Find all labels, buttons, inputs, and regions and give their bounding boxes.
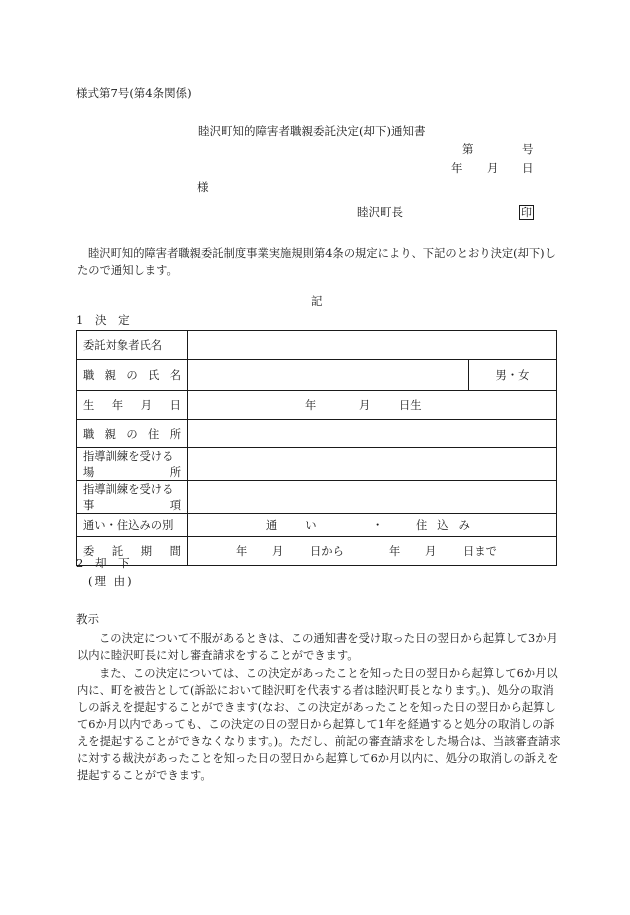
table-row <box>77 481 557 514</box>
decision-table <box>76 330 557 566</box>
label-training-items: 指導訓練を受ける 事 項 <box>77 481 188 514</box>
label-recipient-name: 委託対象者氏名 <box>77 331 188 360</box>
date-day: 日 <box>522 161 534 175</box>
period-end-month: 月 <box>425 545 437 558</box>
option-live-in[interactable]: 住込み <box>416 519 480 532</box>
section-2-heading: 2 却 下 <box>76 556 134 570</box>
field-employer-address[interactable] <box>188 420 557 448</box>
notice-paragraph-2: また、この決定については、この決定があったことを知った日の翌日から起算して6か月以内に、町を被告として(訴訟において睦沢町を代表する者は睦沢町長となります。)、処分の取消しの訴えを提起することができます(なお、この決定があったことを知った日の翌日から起算して6か月以内であっても、この決定の日の翌日から起算して1年を経過すると処分の取消しの訴えを提起することができなくなります。)。ただし、前記の審査請求をした場合は、当該審査請求に対する裁決があったことを知った日の翌日から起算して6か月以内に、処分の取消しの訴えを提起することができます。 <box>77 667 561 782</box>
date-month: 月 <box>487 161 499 175</box>
field-training-place[interactable] <box>188 448 557 481</box>
birth-year: 年 <box>305 399 317 412</box>
form-id: 様式第7号(第4条関係) <box>76 86 192 100</box>
label-employer-name: 職 親 の 氏 名 <box>77 360 188 391</box>
section-1-heading: 1 決 定 <box>76 313 134 327</box>
option-separator: ・ <box>372 519 384 532</box>
field-period[interactable] <box>188 537 557 566</box>
period-to: 日まで <box>463 545 497 558</box>
table-row <box>77 360 557 391</box>
commute-choice[interactable] <box>188 514 557 537</box>
period-start-month: 月 <box>272 545 284 558</box>
period-end-year: 年 <box>389 545 401 558</box>
field-recipient-name[interactable] <box>188 331 557 360</box>
date-year: 年 <box>451 161 463 175</box>
table-row <box>77 514 557 537</box>
addressee-sama: 様 <box>197 180 209 194</box>
field-birthdate[interactable] <box>188 391 557 420</box>
table-row <box>77 391 557 420</box>
number-go: 号 <box>522 142 534 156</box>
reason-label: (理 由) <box>88 574 134 588</box>
document-title: 睦沢町知的障害者職親委託決定(却下)通知書 <box>198 124 426 138</box>
label-training-place: 指導訓練を受ける 場 所 <box>77 448 188 481</box>
issuer-name: 睦沢町長 <box>357 205 403 219</box>
table-row <box>77 331 557 360</box>
table-row <box>77 537 557 566</box>
table-row <box>77 448 557 481</box>
notice-heading: 教示 <box>76 612 99 626</box>
birth-month: 月 <box>359 399 371 412</box>
seal-mark: 印 <box>521 206 532 219</box>
table-row <box>77 420 557 448</box>
notice-paragraph-1: この決定について不服があるときは、この通知書を受け取った日の翌日から起算して3か月以内に睦沢町長に対し審査請求をすることができます。 <box>77 632 558 662</box>
number-dai: 第 <box>462 142 474 156</box>
label-period: 委 託 期 間 <box>77 537 188 566</box>
birth-day: 日生 <box>399 399 422 412</box>
period-start-year: 年 <box>236 545 248 558</box>
sex-choice[interactable]: 男・女 <box>469 360 557 391</box>
label-commute-type: 通い・住込みの別 <box>77 514 188 537</box>
option-commute[interactable]: 通い <box>266 519 345 532</box>
intro-paragraph: 睦沢町知的障害者職親委託制度事業実施規則第4条の規定により、下記のとおり決定(却下)したので通知します。 <box>77 247 556 277</box>
period-from: 日から <box>310 545 344 558</box>
field-training-items[interactable] <box>188 481 557 514</box>
label-birthdate: 生 年 月 日 <box>77 391 188 420</box>
ki-heading: 記 <box>311 294 323 308</box>
label-employer-address: 職 親 の 住 所 <box>77 420 188 448</box>
field-employer-name[interactable] <box>188 360 469 391</box>
